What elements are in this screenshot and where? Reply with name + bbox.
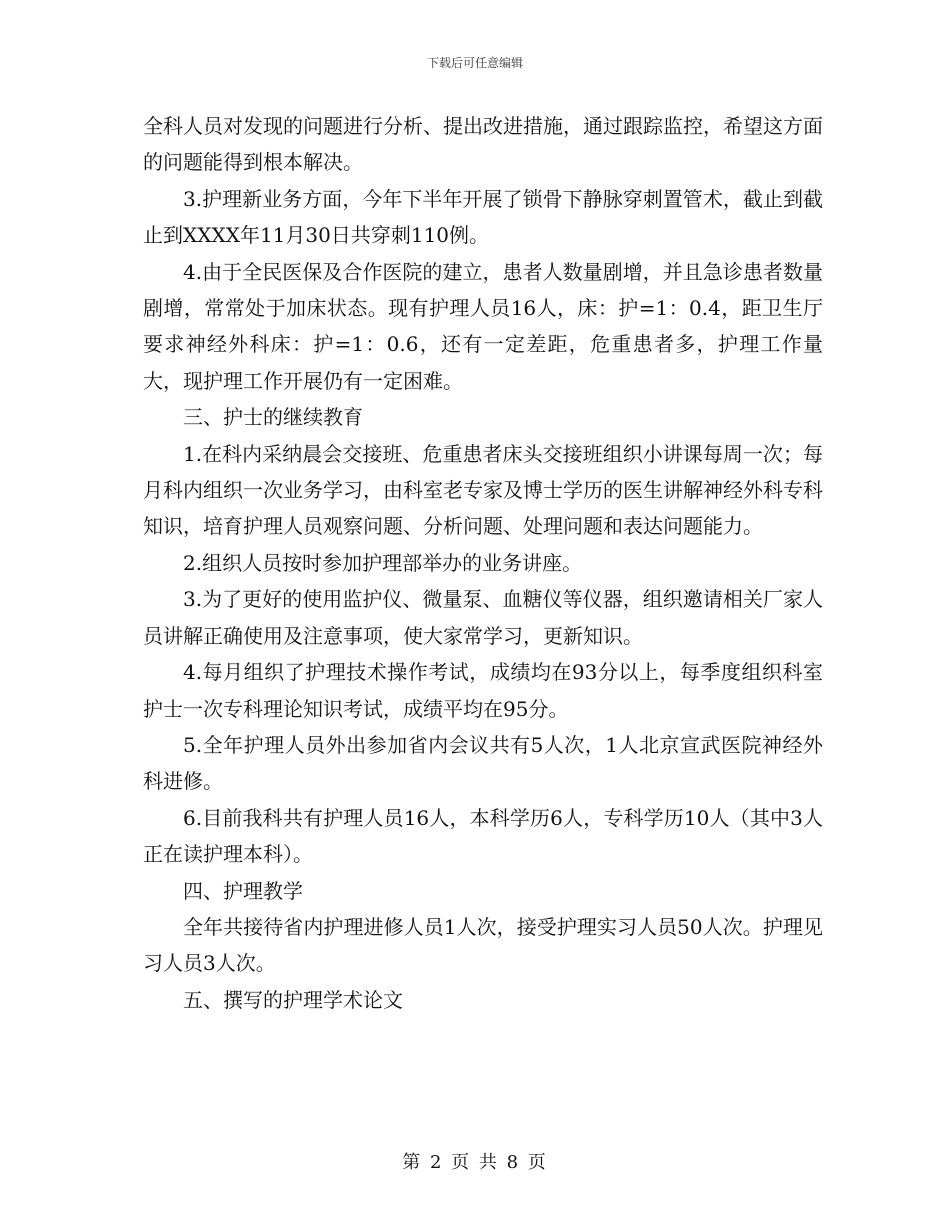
paragraph: 6.目前我科共有护理人员16人，本科学历6人，专科学历10人（其中3人正在读护理本科）。: [143, 805, 823, 867]
document-body: [143, 108, 823, 1018]
paragraph: 4.每月组织了护理技术操作考试，成绩均在93分以上，每季度组织科室护士一次专科理论知识考试，成绩平均在95分。: [143, 660, 823, 721]
paragraph: 4.由于全民医保及合作医院的建立，患者人数量剧增，并且急诊患者数量剧增，常常处于加床状态。现有护理人员16人，床：护=1：0.4，距卫生厅要求神经外科床：护=1：0.6，还有一定差距，危重患者多，护理工作量大，现护理工作开展仍有一定困难。: [143, 259, 823, 393]
page-footer: 第 2 页 共 8 页: [402, 1152, 548, 1173]
section-heading: 五、撰写的护理学术论文: [183, 987, 403, 1012]
paragraph: 3.为了更好的使用监护仪、微量泵、血糖仪等仪器，组织邀请相关厂家人员讲解正确使用及注意事项，使大家常学习，更新知识。: [143, 587, 823, 648]
paragraph: 2.组织人员按时参加护理部举办的业务讲座。: [183, 550, 583, 575]
paragraph: 3.护理新业务方面，今年下半年开展了锁骨下静脉穿刺置管术，截止到截止到XXXX年11月30日共穿刺110例。: [143, 186, 823, 248]
paragraph: 全科人员对发现的问题进行分析、提出改进措施，通过跟踪监控，希望这方面的问题能得到根本解决。: [143, 114, 823, 175]
page-header: 下载后可任意编辑: [426, 56, 523, 70]
paragraph: 全年共接待省内护理进修人员1人次，接受护理实习人员50人次。护理见习人员3人次。: [143, 914, 823, 976]
section-heading: 四、护理教学: [183, 878, 303, 903]
section-heading: 三、护士的继续教育: [183, 405, 363, 430]
paragraph: 5.全年护理人员外出参加省内会议共有5人次，1人北京宣武医院神经外科进修。: [143, 732, 823, 794]
paragraph: 1.在科内采纳晨会交接班、危重患者床头交接班组织小讲课每周一次；每月科内组织一次业务学习，由科室老专家及博士学历的医生讲解神经外科专科知识，培育护理人员观察问题、分析问题、处理问题和表达问题能力。: [143, 441, 823, 539]
